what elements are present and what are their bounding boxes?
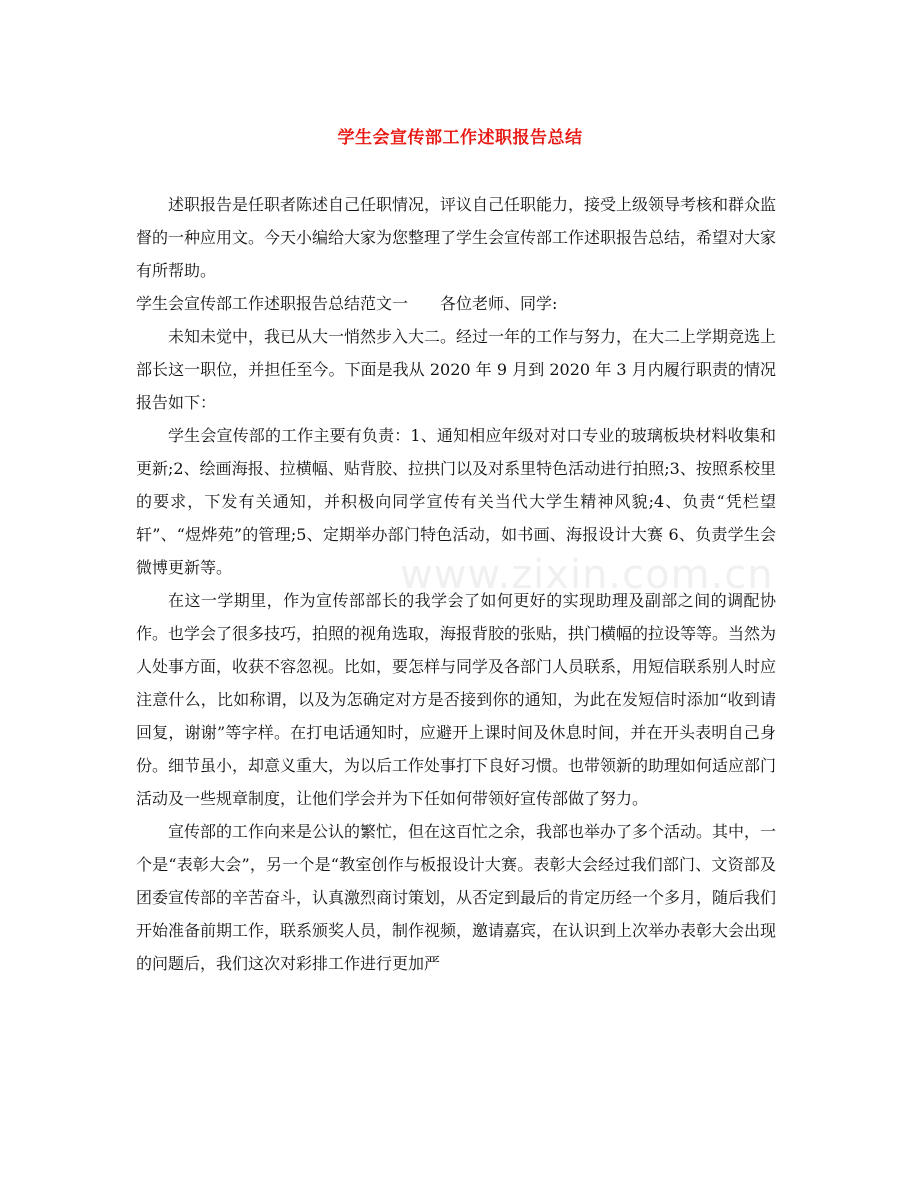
document-title: 学生会宣传部工作述职报告总结 [337, 128, 583, 148]
paragraph-intro: 述职报告是任职者陈述自己任职情况，评议自己任职能力，接受上级领导考核和群众监督的一种应用文。今天小编给大家为您整理了学生会宣传部工作述职报告总结，希望对大家有所帮助。 [136, 195, 777, 280]
paragraph-learning: 在这一学期里，作为宣传部部长的我学会了如何更好的实现助理及副部之间的调配协作。也学会了很多技巧，拍照的视角选取，海报背胶的张贴，拱门横幅的拉设等等。当然为人处事方面，收获不容忽视。比如，要怎样与同学及各部门人员联系，用短信联系别人时应注意什么，比如称谓，以及为怎确定对方是否接到你的通知，为此在发短信时添加“收到请回复，谢谢”等字样。在打电话通知时，应避开上课时间及休息时间，并在开头表明自己身份。细节虽小，却意义重大，为以后工作处事打下良好习惯。也带领新的助理如何适应部门活动及一些规章制度，让他们学会并为下任如何带领好宣传部做了努力。 [136, 591, 777, 808]
paragraph-duties: 学生会宣传部的工作主要有负责：1、通知相应年级对对口专业的玻璃板块材料收集和更新;2、绘画海报、拉横幅、贴背胶、拉拱门以及对系里特色活动进行拍照;3、按照系校里的要求，下发有关通知，并积极向同学宣传有关当代大学生精神风貌;4、负责“凭栏望轩”、“煜烨苑”的管理;5、定期举办部门特色活动，如书画、海报设计大赛 6、负责学生会微博更新等。 [136, 426, 776, 577]
paragraph-activities: 宣传部的工作向来是公认的繁忙，但在这百忙之余，我部也举办了多个活动。其中，一个是“表彰大会”，另一个是“教室创作与板报设计大赛。表彰大会经过我们部门、文资部及团委宣传部的辛苦奋斗，认真激烈商讨策划，从否定到最后的肯定历经一个多月，随后我们开始准备前期工作，联系颁奖人员，制作视频，邀请嘉宾，在认识到上次举办表彰大会出现的问题后，我们这次对彩排工作进行更加严 [136, 822, 777, 973]
watermark: www.zixin.com.cn [400, 552, 774, 598]
paragraph-opening: 未知未觉中，我已从大一悄然步入大二。经过一年的工作与努力，在大二上学期竞选上部长这一职位，并担任至今。下面是我从 2020 年 9 月到 2020 年 3 月内履行职责的情况报告如下： [136, 327, 777, 412]
paragraph-section-heading: 学生会宣传部工作述职报告总结范文一 各位老师、同学: [136, 294, 558, 313]
document-body [136, 188, 776, 980]
